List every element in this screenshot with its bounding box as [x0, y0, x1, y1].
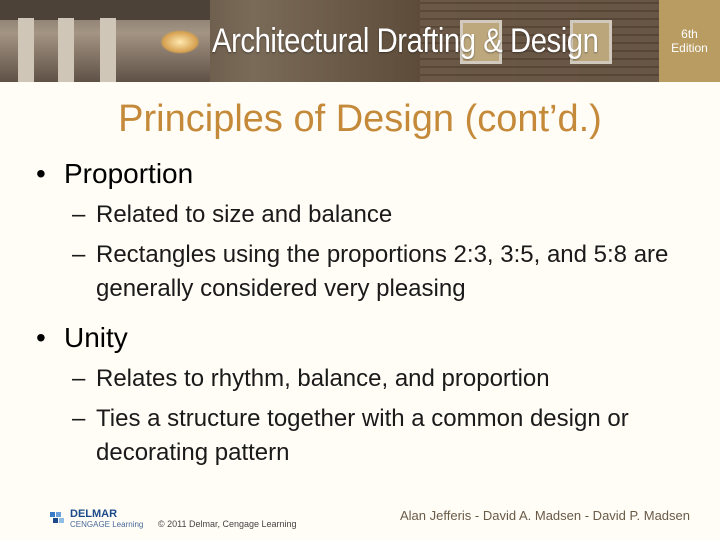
- sub-bullet: – Related to size and balance: [72, 201, 393, 228]
- sub-bullet-text: Ties a structure together with a common design or decorating pattern: [96, 405, 629, 466]
- edition-badge: [659, 0, 720, 82]
- sub-bullet-text: Rectangles using the proportions 2:3, 3:5, and 5:8 are generally considered very pleasing: [96, 241, 669, 302]
- publisher-logo: [50, 508, 160, 530]
- copyright-notice: © 2011 Delmar, Cengage Learning: [158, 519, 297, 529]
- publisher-subtitle: CENGAGE Learning: [70, 520, 144, 529]
- sub-bullet-text: Related to size and balance: [96, 201, 393, 228]
- sub-bullet: – Relates to rhythm, balance, and proportion: [72, 365, 550, 392]
- edition-number: 6th: [681, 27, 698, 41]
- sub-bullet: – Rectangles using the proportions 2:3, 3:5, and 5:8 are generally considered very pleasing: [72, 241, 669, 302]
- footer: [0, 500, 720, 540]
- sub-bullet: – Ties a structure together with a common design or decorating pattern: [72, 405, 629, 466]
- edition-label: Edition: [671, 41, 708, 55]
- book-title: Architectural Drafting & Design: [212, 22, 599, 60]
- publisher-name: DELMAR: [70, 508, 118, 520]
- authors-line: Alan Jefferis - David A. Madsen - David P. Madsen: [400, 508, 690, 523]
- sub-bullet-text: Relates to rhythm, balance, and proportion: [96, 365, 550, 392]
- bullet-unity: • Unity: [36, 322, 128, 353]
- bullet-proportion: • Proportion: [36, 158, 194, 189]
- house-photo-left: [0, 0, 210, 82]
- header-banner: [0, 0, 720, 82]
- slide-title: Principles of Design (cont’d.): [118, 98, 602, 140]
- bullet-label: Unity: [64, 322, 128, 353]
- bullet-label: Proportion: [64, 158, 194, 189]
- slide-content: [30, 158, 700, 470]
- delmar-logo-icon: [50, 510, 66, 526]
